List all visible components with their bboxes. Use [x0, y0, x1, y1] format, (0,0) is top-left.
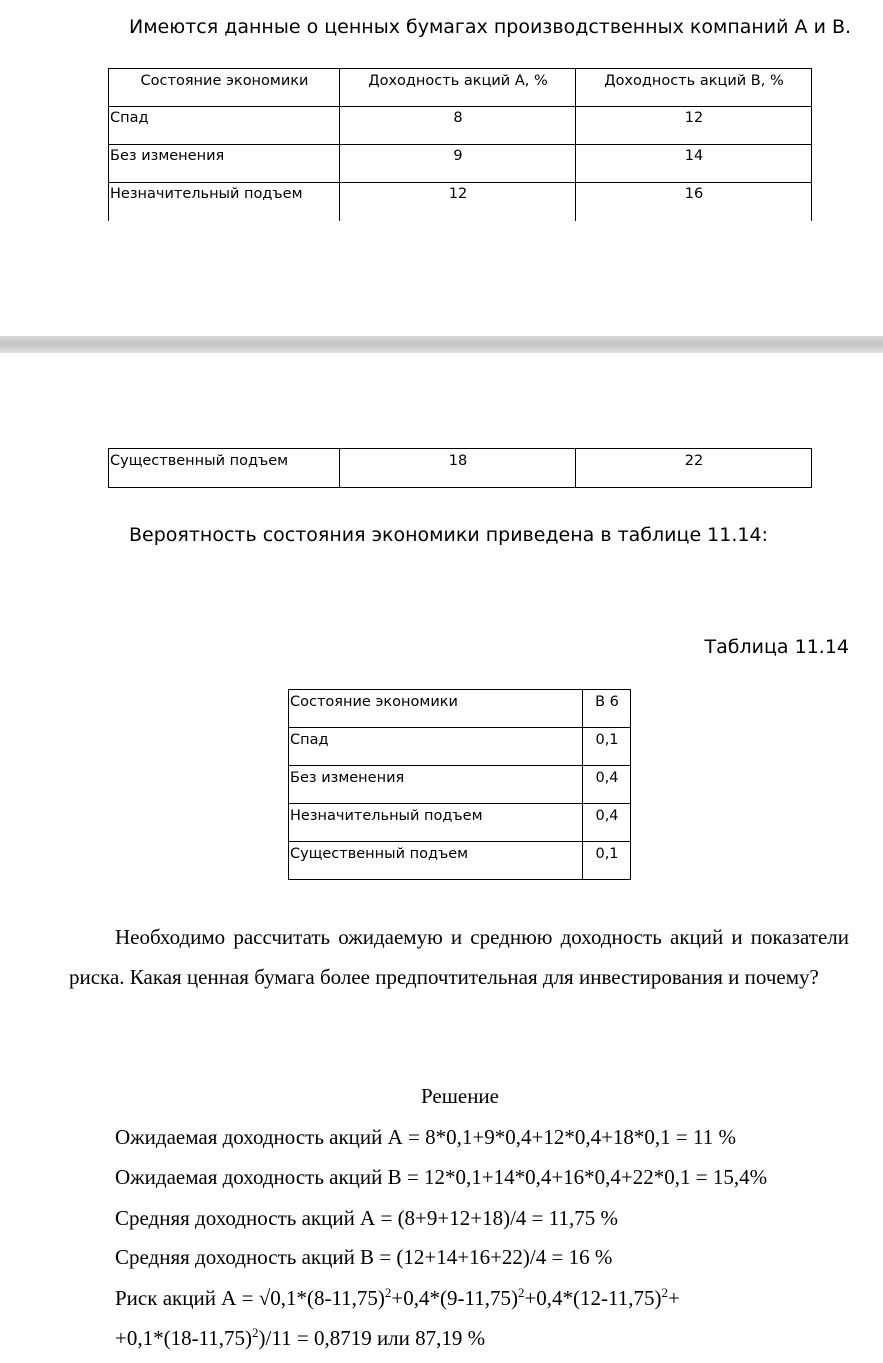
probability-cell: 0,4 — [583, 766, 631, 804]
risk-a-line-1 — [115, 1278, 680, 1318]
column-header-probability: В 6 — [583, 690, 631, 728]
column-header-state: Состояние экономики — [109, 69, 340, 107]
average-return-a: Средняя доходность акций А = (8+9+12+18)/4 = 11,75 % — [115, 1206, 618, 1230]
table-caption: Таблица 11.14 — [704, 636, 849, 658]
return-a-cell: 18 — [340, 449, 576, 488]
column-header-state: Состояние экономики — [289, 690, 583, 728]
state-cell: Незначительный подъем — [289, 804, 583, 842]
table-row — [289, 804, 631, 842]
state-cell: Существенный подъем — [289, 842, 583, 880]
task-paragraph: Необходимо рассчитать ожидаемую и среднюю доходность акций и показатели риска. Какая ценная бумага более предпочтительная для инвестирования и почему? — [69, 925, 849, 989]
average-return-b: Средняя доходность акций В = (12+14+16+22)/4 = 16 % — [115, 1245, 613, 1269]
intro-heading: Имеются данные о ценных бумагах производственных компаний А и В. — [129, 16, 852, 38]
probability-table — [288, 689, 631, 880]
return-b-cell: 22 — [576, 449, 812, 488]
exponent: 2 — [661, 1285, 669, 1300]
table-row — [109, 107, 812, 145]
exponent: 2 — [517, 1285, 525, 1300]
table-row — [289, 728, 631, 766]
state-cell: Спад — [109, 107, 340, 145]
risk-term: )/11 = 0,8719 или 87,19 % — [258, 1326, 486, 1350]
probability-cell: 0,1 — [583, 842, 631, 880]
risk-a-line-2 — [115, 1318, 485, 1358]
probability-intro: Вероятность состояния экономики приведена в таблице 11.14: — [129, 524, 768, 546]
state-cell: Без изменения — [289, 766, 583, 804]
state-cell: Без изменения — [109, 145, 340, 183]
table-row — [289, 766, 631, 804]
column-header-return-b: Доходность акций В, % — [576, 69, 812, 107]
return-a-cell: 12 — [340, 183, 576, 221]
risk-term: +0,4*(12-11,75) — [524, 1286, 662, 1310]
expected-return-b: Ожидаемая доходность акций В = 12*0,1+14*0,4+16*0,4+22*0,1 = 15,4% — [115, 1165, 768, 1189]
state-cell: Существенный подъем — [109, 449, 340, 488]
table-header-row — [109, 69, 812, 107]
returns-table-continued — [108, 448, 812, 488]
return-b-cell: 12 — [576, 107, 812, 145]
risk-term: +0,4*(9-11,75) — [391, 1286, 518, 1310]
risk-term: +0,1*(18-11,75) — [115, 1326, 253, 1350]
document-page-1 — [0, 0, 883, 336]
return-a-cell: 8 — [340, 107, 576, 145]
returns-table — [108, 68, 812, 221]
column-header-return-a: Доходность акций А, % — [340, 69, 576, 107]
state-cell: Незначительный подъем — [109, 183, 340, 221]
expected-return-a: Ожидаемая доходность акций А = 8*0,1+9*0,4+12*0,4+18*0,1 = 11 % — [115, 1125, 736, 1149]
solution-title: Решение — [420, 1084, 499, 1108]
return-b-cell: 16 — [576, 183, 812, 221]
return-a-cell: 9 — [340, 145, 576, 183]
probability-cell: 0,4 — [583, 804, 631, 842]
table-row — [109, 183, 812, 221]
exponent: 2 — [252, 1325, 259, 1340]
risk-term: + — [668, 1286, 680, 1310]
return-b-cell: 14 — [576, 145, 812, 183]
table-row — [109, 145, 812, 183]
table-row — [289, 842, 631, 880]
risk-term: Риск акций А = √0,1*(8-11,75) — [115, 1286, 385, 1310]
table-header-row — [289, 690, 631, 728]
probability-cell: 0,1 — [583, 728, 631, 766]
exponent: 2 — [384, 1285, 392, 1300]
table-row — [109, 449, 812, 488]
state-cell: Спад — [289, 728, 583, 766]
page-separator — [0, 336, 883, 353]
